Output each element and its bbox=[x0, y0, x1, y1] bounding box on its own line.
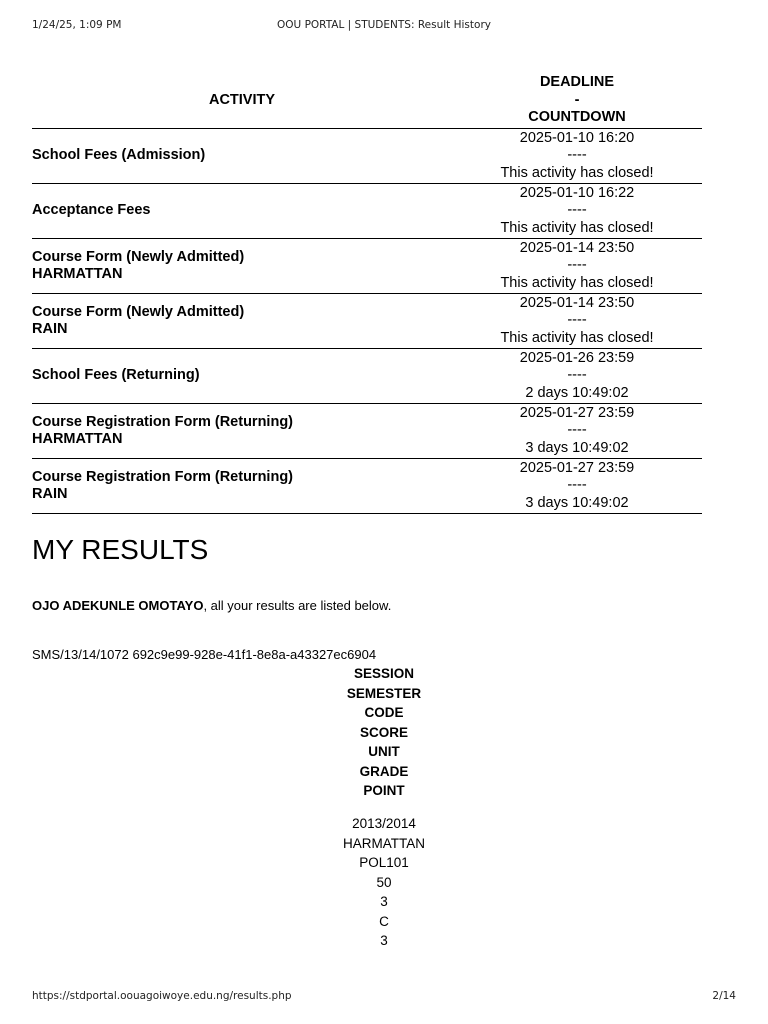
point-value: 3 bbox=[380, 933, 388, 948]
deadline-separator: ---- bbox=[567, 147, 587, 164]
deadline-separator: ---- bbox=[567, 202, 587, 219]
deadline-cell bbox=[452, 459, 702, 514]
deadline-datetime: 2025-01-27 23:59 bbox=[519, 459, 635, 476]
activity-semester: HARMATTAN bbox=[32, 431, 123, 447]
semester-value: HARMATTAN bbox=[343, 835, 425, 851]
activity-name: Course Form (Newly Admitted) bbox=[32, 248, 245, 265]
activity-name-cell bbox=[32, 294, 452, 349]
deadline-cell bbox=[452, 184, 702, 239]
deadline-separator: ---- bbox=[567, 422, 587, 439]
deadline-datetime: 2025-01-14 23:50 bbox=[519, 239, 635, 256]
activity-name: Acceptance Fees bbox=[32, 202, 151, 219]
deadline-cell bbox=[452, 404, 702, 459]
activity-name: Course Registration Form (Returning) bbox=[32, 468, 294, 485]
deadline-datetime: 2025-01-27 23:59 bbox=[519, 404, 635, 421]
deadline-cell bbox=[452, 129, 702, 184]
print-datetime: 1/24/25, 1:09 PM bbox=[32, 19, 122, 31]
deadline-datetime: 2025-01-10 16:22 bbox=[519, 184, 635, 201]
activity-name: Course Registration Form (Returning) bbox=[32, 413, 294, 430]
countdown-status: This activity has closed! bbox=[500, 274, 654, 291]
unit-header: UNIT bbox=[368, 744, 400, 759]
score-value: 50 bbox=[376, 874, 392, 890]
activity-semester: RAIN bbox=[32, 321, 68, 337]
activity-semester: HARMATTAN bbox=[32, 266, 123, 282]
countdown-status: This activity has closed! bbox=[500, 219, 654, 236]
my-results-heading: MY RESULTS bbox=[32, 534, 209, 565]
countdown-timer: 3 days 10:49:02 bbox=[525, 439, 629, 456]
results-intro bbox=[32, 597, 391, 614]
page-url: https://stdportal.oouagoiwoye.edu.ng/results.php bbox=[32, 990, 292, 1002]
print-footer bbox=[32, 990, 736, 1004]
student-name: OJO ADEKUNLE OMOTAYO bbox=[32, 598, 204, 613]
activity-row bbox=[32, 404, 702, 459]
semester-header: SEMESTER bbox=[346, 685, 422, 701]
activity-row bbox=[32, 459, 702, 514]
deadline-datetime: 2025-01-10 16:20 bbox=[519, 129, 635, 146]
activity-name-cell bbox=[32, 404, 452, 459]
activity-name-cell bbox=[32, 459, 452, 514]
deadline-cell bbox=[452, 294, 702, 349]
deadline-separator: ---- bbox=[567, 477, 587, 494]
student-reference: SMS/13/14/1072 692c9e99-928e-41f1-8e8a-a43327ec6904 bbox=[32, 647, 377, 662]
activity-name-cell bbox=[32, 239, 452, 294]
deadline-datetime: 2025-01-14 23:50 bbox=[519, 294, 635, 311]
countdown-status: This activity has closed! bbox=[500, 164, 654, 181]
code-header: CODE bbox=[364, 705, 404, 720]
page-number: 2/14 bbox=[712, 990, 736, 1002]
countdown-timer: 2 days 10:49:02 bbox=[525, 384, 629, 401]
activity-name: Course Form (Newly Admitted) bbox=[32, 303, 245, 320]
session-header: SESSION bbox=[353, 666, 415, 681]
activity-row bbox=[32, 349, 702, 404]
print-page-title: OOU PORTAL | STUDENTS: Result History bbox=[277, 19, 491, 31]
unit-value: 3 bbox=[380, 894, 388, 909]
grade-header: GRADE bbox=[359, 763, 409, 779]
activities-table bbox=[32, 73, 702, 514]
grade-value: C bbox=[379, 913, 389, 929]
course-code-value: POL101 bbox=[359, 855, 409, 870]
print-header bbox=[32, 19, 736, 33]
results-column-headers bbox=[0, 664, 768, 801]
activity-name-cell bbox=[32, 349, 452, 404]
countdown-header-line: COUNTDOWN bbox=[528, 109, 626, 126]
result-record bbox=[0, 814, 768, 951]
deadline-cell bbox=[452, 349, 702, 404]
activity-row bbox=[32, 294, 702, 349]
activity-row bbox=[32, 184, 702, 239]
point-header: POINT bbox=[363, 783, 405, 798]
activity-name-cell bbox=[32, 129, 452, 184]
deadline-separator: ---- bbox=[567, 257, 587, 274]
activity-name-cell bbox=[32, 184, 452, 239]
score-header: SCORE bbox=[359, 724, 408, 740]
deadline-header-dash: - bbox=[574, 91, 580, 108]
activity-name: School Fees (Admission) bbox=[32, 147, 206, 164]
deadline-cell bbox=[452, 239, 702, 294]
deadline-separator: ---- bbox=[567, 312, 587, 329]
results-intro-text: , all your results are listed below. bbox=[203, 598, 392, 613]
activity-row bbox=[32, 129, 702, 184]
deadline-column-header bbox=[452, 73, 702, 129]
activity-name: School Fees (Returning) bbox=[32, 367, 200, 384]
countdown-status: This activity has closed! bbox=[500, 329, 654, 346]
countdown-timer: 3 days 10:49:02 bbox=[525, 494, 629, 511]
activities-header-row bbox=[32, 73, 702, 129]
activity-semester: RAIN bbox=[32, 486, 68, 502]
deadline-datetime: 2025-01-26 23:59 bbox=[519, 349, 635, 366]
activity-row bbox=[32, 239, 702, 294]
deadline-separator: ---- bbox=[567, 367, 587, 384]
session-value: 2013/2014 bbox=[352, 816, 416, 831]
activity-column-header: ACTIVITY bbox=[208, 91, 276, 108]
deadline-header-line: DEADLINE bbox=[539, 74, 615, 91]
